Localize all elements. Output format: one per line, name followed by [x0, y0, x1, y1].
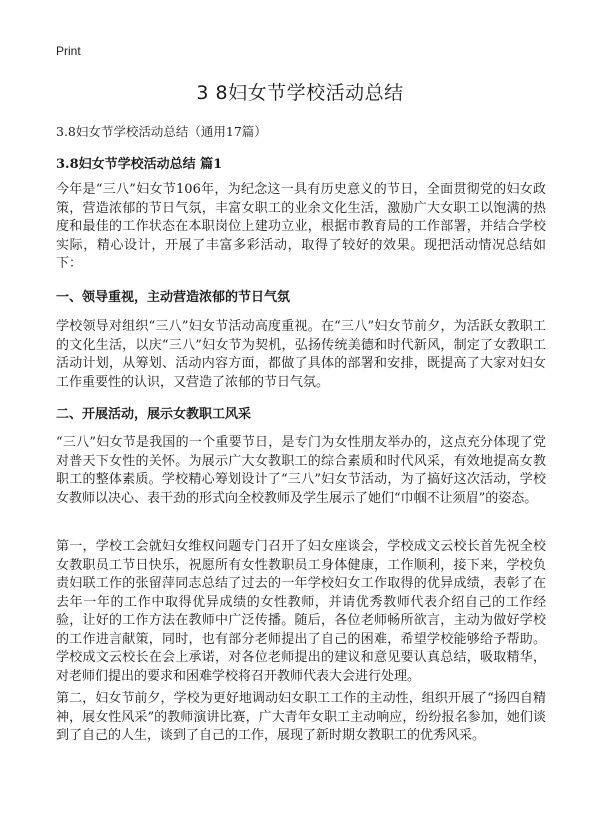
paragraph-second: 第二，妇女节前夕，学校为更好地调动妇女职工工作的主动性，组织开展了“扬四自精神，展女性风采”的教师演讲比赛，广大青年女职工主动响应，纷纷报名参加，她们谈到了自己的人生，谈到了自己的工作，展现了新时期女教职工的优秀风采。 [56, 691, 546, 743]
intro-paragraph: 今年是“三八”妇女节106年，为纪念这一具有历史意义的节日，全面贯彻党的妇女政策，营造浓郁的节日气氛，丰富女职工的业余文化生活，激励广大女职工以饱满的热度和最佳的工作状态在本职岗位上建功立业，根据市教育局的工作部署，并结合学校实际，精心设计，开展了丰富多彩活动，取得了较好的效果。现把活动情况总结如下： [56, 182, 546, 271]
page-title: 3 8妇女节学校活动总结 [196, 82, 404, 104]
paragraph-leadership: 学校领导对组织“三八”妇女节活动高度重视。在“三八”妇女节前夕，为活跃女教职工的文化生活，以庆“三八”妇女节为契机，弘扬传统美德和时代新风，制定了女教职工活动计划，从筹划、活动内容方面，都做了具体的部署和安排，既提高了大家对妇女工作重要性的认识，又营造了浓郁的节日气氛。 [56, 319, 546, 390]
section-heading: 3.8妇女节学校活动总结 篇1 [56, 157, 223, 172]
heading-activities: 二、开展活动，展示女教职工风采 [56, 407, 252, 422]
heading-leadership: 一、领导重视，主动营造浓郁的节日气氛 [56, 290, 291, 305]
paragraph-first: 第一，学校工会就妇女维权问题专门召开了妇女座谈会，学校成文云校长首先祝全校女教职员工节日快乐，祝愿所有女性教职员工身体健康，工作顺利，接下来，学校负责妇联工作的张留萍同志总结了过去的一年学校妇女工作取得的优异成绩，表彰了在去年一年的工作中取得优异成绩的女性教师，并请优秀教师代表介绍自己的工作经验，让好的工作方法在教师中广泛传播。随后，各位老师畅所欲言，主动为做好学校的工作进言献策，同时，也有部分老师提出了自己的困难，希望学校能够给予帮助。学校成文云校长在会上承诺，对各位老师提出的建议和意见要认真总结，吸取精华，对老师们提出的要求和困难学校将召开教师代表大会进行处理。 [56, 539, 546, 684]
document-subtitle: 3.8妇女节学校活动总结（通用17篇） [56, 124, 267, 139]
print-link[interactable]: Print [56, 44, 81, 58]
paragraph-activities: “三八”妇女节是我国的一个重要节日，是专门为女性朋友举办的，这点充分体现了党对普天下女性的关怀。为展示广大女教职工的综合素质和时代风采，有效地提高女教职工的整体素质。学校精心筹划设计了“三八”妇女节活动，为了搞好这次活动，学校女教师以决心、表干劲的形式向全校教师及学生展示了她们“巾帼不让须眉”的姿态。 [56, 435, 546, 506]
